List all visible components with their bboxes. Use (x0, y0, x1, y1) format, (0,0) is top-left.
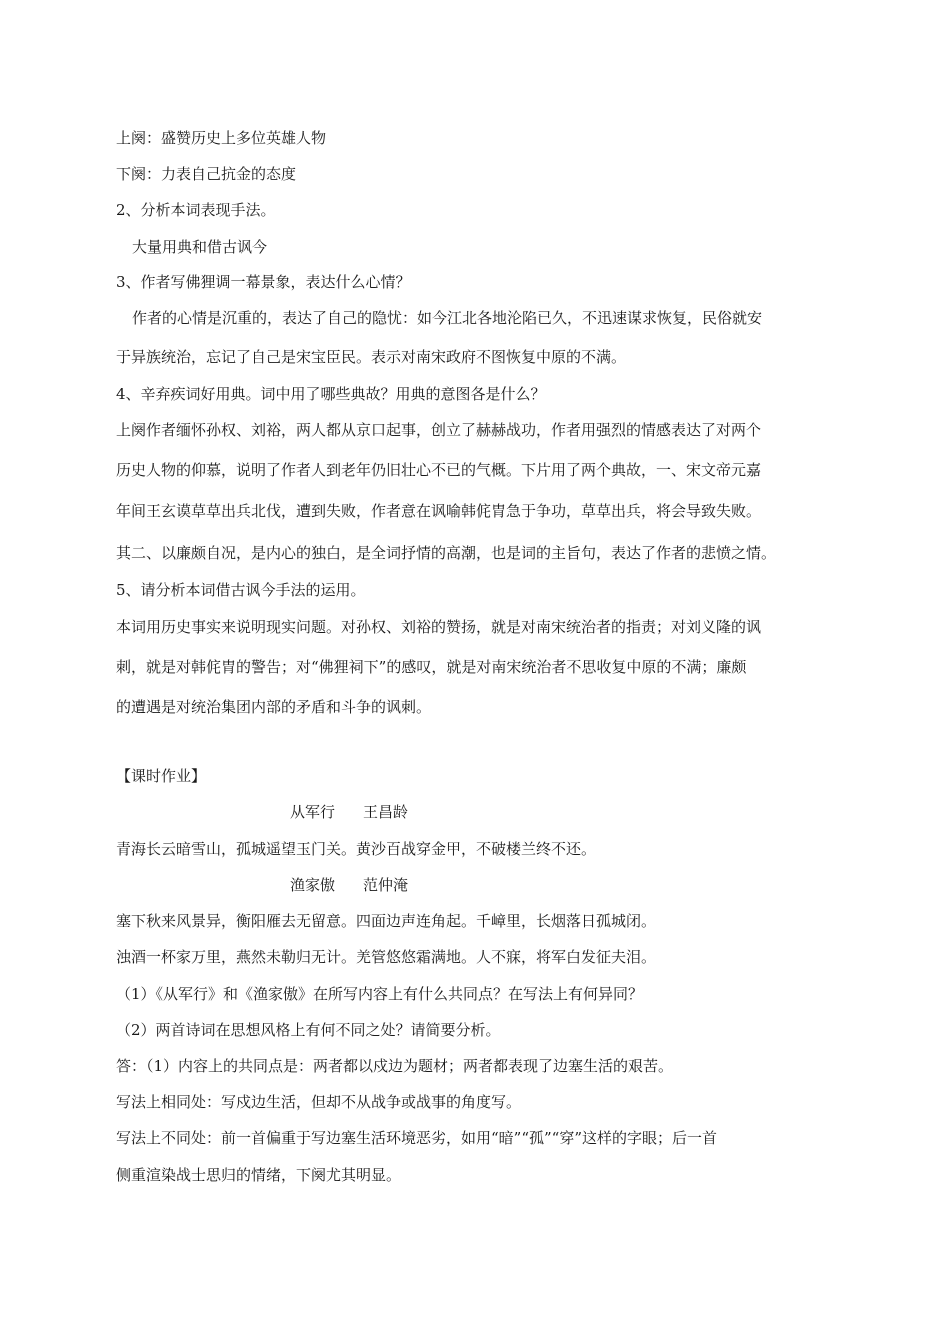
section-heading: 【课时作业】 (116, 767, 207, 785)
question-5: 5、请分析本词借古讽今手法的运用。 (116, 581, 366, 599)
poem-2-title: 渔家傲 (290, 876, 336, 894)
poem-2-text: 浊酒一杯家万里，燕然未勒归无计。羌管悠悠霜满地。人不寐，将军白发征夫泪。 (116, 948, 657, 966)
answer-4-line: 上阕作者缅怀孙权、刘裕，两人都从京口起事，创立了赫赫战功，作者用强烈的情感表达了对两个 (116, 421, 762, 439)
homework-answer-line: 写法上相同处：写戍边生活，但却不从战争或战事的角度写。 (116, 1093, 522, 1111)
answer-3-line: 于异族统治，忘记了自己是宋宝臣民。表示对南宋政府不图恢复中原的不满。 (116, 348, 627, 366)
homework-question-2: （2）两首诗词在思想风格上有何不同之处？请简要分析。 (116, 1021, 501, 1039)
poem-1-heading (290, 802, 408, 822)
answer-4-line: 历史人物的仰慕，说明了作者人到老年仍旧壮心不已的气概。下片用了两个典故，一、宋文帝元嘉 (116, 461, 762, 479)
poem-1-author: 王昌龄 (363, 803, 409, 821)
answer-5-line: 的遭遇是对统治集团内部的矛盾和斗争的讽刺。 (116, 698, 432, 716)
question-2: 2、分析本词表现手法。 (116, 201, 276, 219)
answer-4-line: 其二、以廉颇自况，是内心的独白，是全词抒情的高潮，也是词的主旨句，表达了作者的悲愤之情。 (116, 544, 777, 562)
poem-1-text: 青海长云暗雪山，孤城遥望玉门关。黄沙百战穿金甲，不破楼兰终不还。 (116, 840, 597, 858)
answer-5-line: 刺，就是对韩侂胄的警告；对“佛狸祠下”的感叹，就是对南宋统治者不思收复中原的不满；廉颇 (116, 658, 747, 676)
question-3: 3、作者写佛狸调一幕景象，表达什么心情？ (116, 273, 411, 291)
poem-2-text: 塞下秋来风景异，衡阳雁去无留意。四面边声连角起。千嶂里，长烟落日孤城闭。 (116, 912, 657, 930)
text-line: 下阕：力表自己抗金的态度 (116, 165, 297, 183)
answer-4-line: 年间王玄谟草草出兵北伐，遭到失败，作者意在讽喻韩侂胄急于争功，草草出兵，将会导致失败。 (116, 502, 762, 520)
answer-2: 大量用典和借古讽今 (132, 238, 268, 256)
homework-answer-line: 写法上不同处：前一首偏重于写边塞生活环境恶劣，如用“暗”“孤”“穿”这样的字眼；后一首 (116, 1129, 718, 1147)
answer-3-line: 作者的心情是沉重的，表达了自己的隐忧：如今江北各地沦陷已久，不迅速谋求恢复，民俗就安 (132, 309, 763, 327)
poem-2-author: 范仲淹 (363, 876, 409, 894)
poem-2-heading (290, 875, 408, 895)
poem-1-title: 从军行 (290, 803, 336, 821)
question-4: 4、辛弃疾词好用典。词中用了哪些典故？用典的意图各是什么？ (116, 385, 546, 403)
homework-question-1: （1）《从军行》和《渔家傲》在所写内容上有什么共同点？在写法上有何异同？ (116, 985, 644, 1003)
answer-5-line: 本词用历史事实来说明现实问题。对孙权、刘裕的赞扬，就是对南宋统治者的指责；对刘义隆的讽 (116, 618, 762, 636)
homework-answer-line: 答：（1）内容上的共同点是：两者都以戍边为题材；两者都表现了边塞生活的艰苦。 (116, 1057, 674, 1075)
text-line: 上阕：盛赞历史上多位英雄人物 (116, 129, 327, 147)
homework-answer-line: 侧重渲染战士思归的情绪，下阕尤其明显。 (116, 1166, 402, 1184)
